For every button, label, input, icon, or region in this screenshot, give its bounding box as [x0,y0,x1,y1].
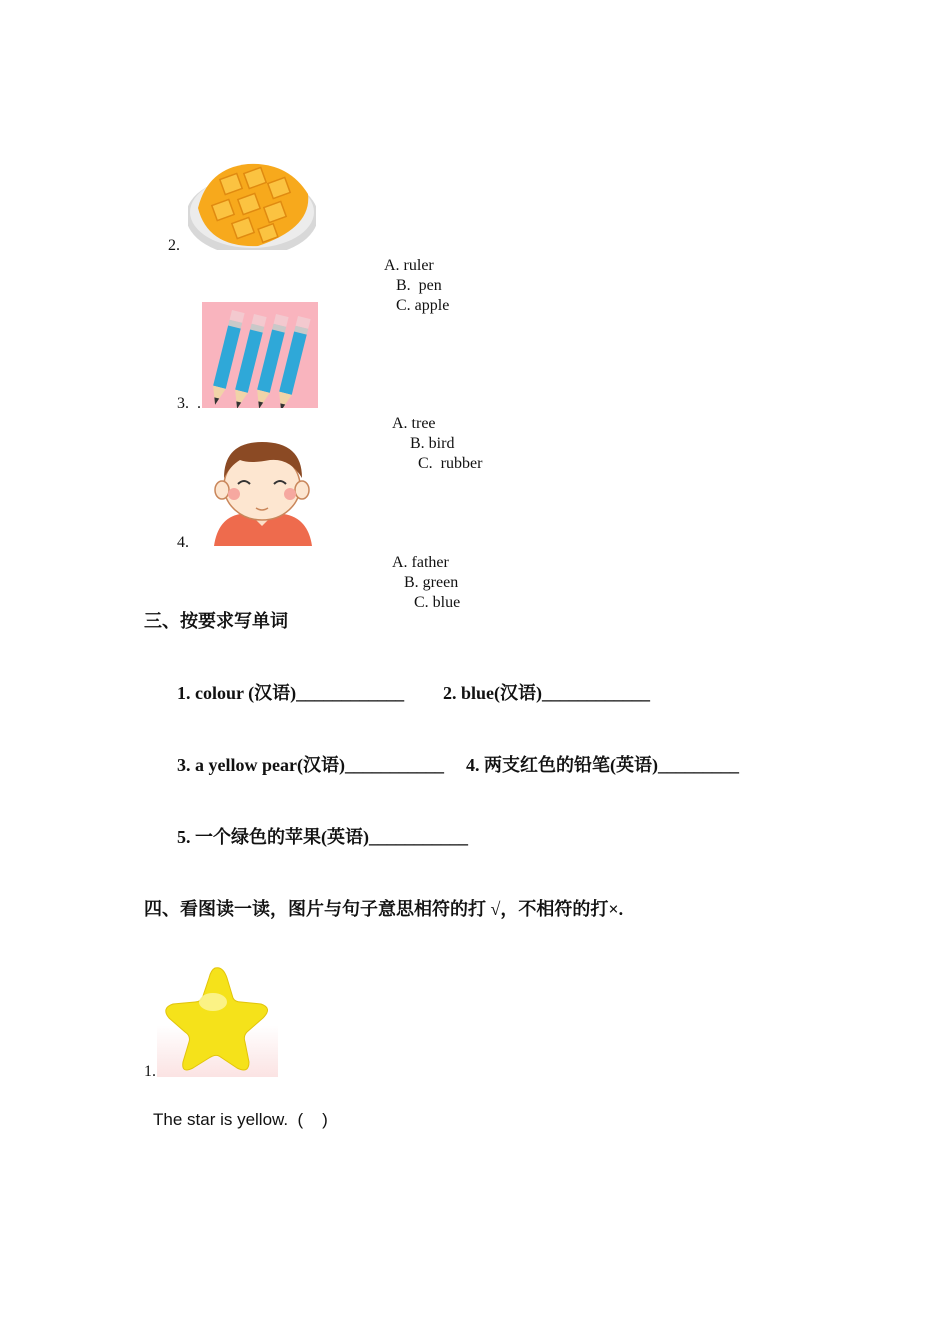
q4-option-a[interactable]: A. father [392,554,449,571]
section4-q1-number: 1. [144,1063,156,1080]
q4-options [384,533,460,613]
boy-image [210,438,314,546]
q2-option-b[interactable]: B. pen [396,277,442,294]
section3-item4[interactable]: 4. 两支红色的铅笔(英语)_________ [466,755,739,775]
section3-item5[interactable]: 5. 一个绿色的苹果(英语)___________ [177,827,468,847]
star-image [157,962,278,1077]
q2-option-a[interactable]: A. ruler [384,257,434,274]
section3-heading: 三、按要求写单词 [144,611,288,631]
q3-option-c[interactable]: C. rubber [418,455,483,472]
q2-number: 2. [168,237,180,254]
section4-heading: 四、看图读一读，图片与句子意思相符的打 √，不相符的打×. [144,899,624,919]
section3-item3[interactable]: 3. a yellow pear(汉语)___________ [177,755,444,775]
section3-item1[interactable]: 1. colour (汉语)____________ [177,683,405,703]
q3-number: 3. . [177,395,201,412]
section4-q1-sentence[interactable]: The star is yellow. ( ) [153,1110,328,1129]
q4-option-b[interactable]: B. green [404,574,459,591]
q3-option-b[interactable]: B. bird [410,435,455,452]
mango-image [188,158,316,250]
q4-option-c[interactable]: C. blue [414,594,461,611]
q3-options [384,394,482,474]
section3-item2[interactable]: 2. blue(汉语)____________ [443,683,650,703]
q2-options [376,236,449,316]
q2-option-c[interactable]: C. apple [396,297,450,314]
pencils-image [202,302,318,408]
q4-number: 4. [177,534,189,551]
q3-option-a[interactable]: A. tree [392,415,436,432]
